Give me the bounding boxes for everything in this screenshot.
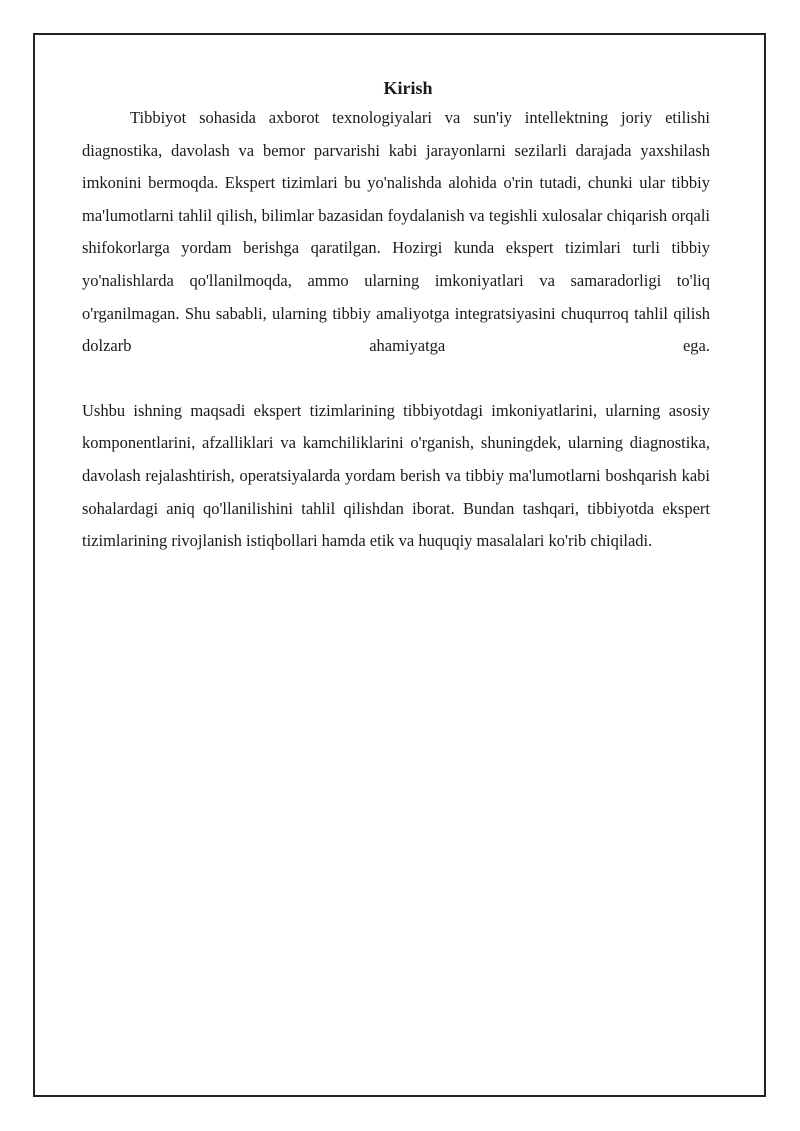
document-body [82, 74, 710, 558]
paragraph-objective: Ushbu ishning maqsadi ekspert tizimlarining tibbiyotdagi imkoniyatlarini, ularning asosiy komponentlarini, afzalliklari va kamchiliklarini o'rganish, shuningdek, ularning diagnostika, davolash rejalashtirish, operatsiyalarda yordam berish va tibbiy ma'lumotlarni boshqarish kabi sohalardagi aniq qo'llanilishini tahlil qilishdan iborat. Bundan tashqari, tibbiyotda ekspert tizimlarining rivojlanish istiqbollari hamda etik va huquqiy masalalari ko'rib chiqiladi. [82, 400, 710, 551]
paragraph-introduction: Tibbiyot sohasida axborot texnologiyalari va sun'iy intellektning joriy etilishi diagnostika, davolash va bemor parvarishi kabi jarayonlarni sezilarli darajada yaxshilash imkonini bermoqda. Ekspert tizimlari bu yo'nalishda alohida o'rin tutadi, chunki ular tibbiy ma'lumotlarni tahlil qilish, bilimlar bazasidan foydalanish va tegishli xulosalar chiqarish orqali shifokorlarga yordam berishga qaratilgan. Hozirgi kunda ekspert tizimlari turli tibbiy yo'nalishlarda qo'llanilmoqda, ammo ularning imkoniyatlari va samaradorligi to'liq o'rganilmagan. Shu sababli, ularning tibbiy amaliyotga integratsiyasini chuqurroq tahlil qilish dolzarb ahamiyatga ega. [82, 108, 710, 356]
section-title: Kirish [383, 78, 433, 98]
